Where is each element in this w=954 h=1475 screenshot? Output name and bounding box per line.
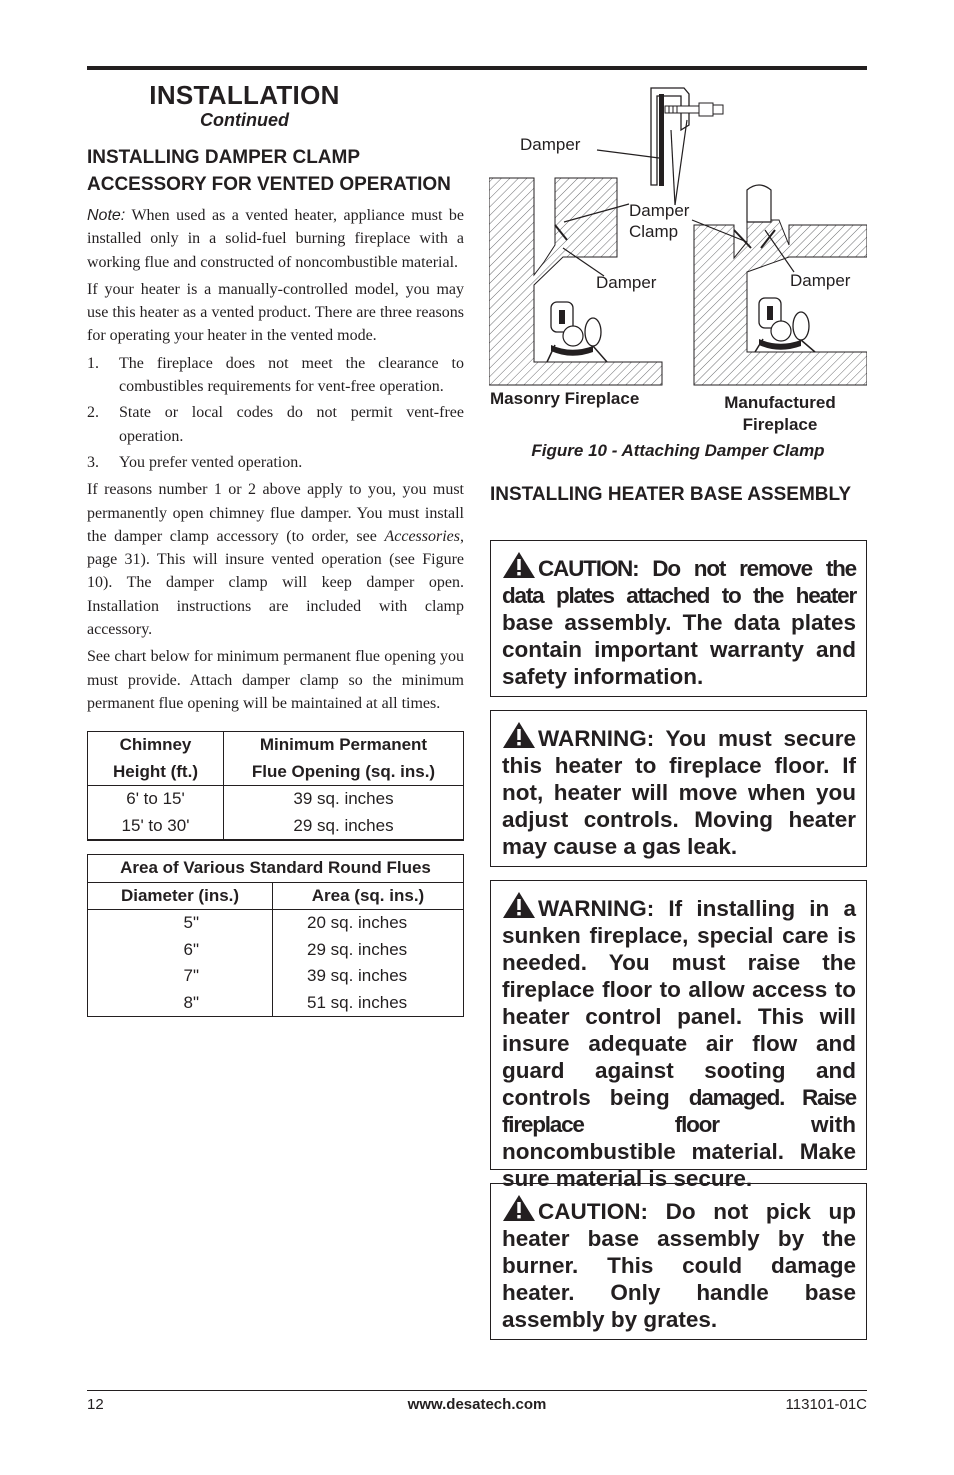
label-manufactured-fireplace	[707, 392, 853, 436]
heater-icon	[547, 302, 607, 362]
list-number: 3.	[87, 453, 99, 471]
caution-text: base assembly. The data plates contain important warranty and safety information.	[502, 610, 856, 689]
table-cell: 51 sq. inches	[307, 992, 408, 1012]
round-flues-table	[87, 854, 464, 1017]
page-number: 12	[87, 1396, 104, 1413]
reasons-list	[87, 352, 464, 474]
top-rule	[87, 66, 867, 70]
accessories-reference: Accessories	[384, 527, 460, 545]
table-cell: 29 sq. inches	[293, 815, 394, 835]
header-line: Height (ft.)	[113, 761, 198, 781]
label-line: Fireplace	[742, 415, 818, 434]
table-header: Diameter (ins.)	[88, 882, 273, 910]
warning-box-sunken-fireplace	[490, 880, 867, 1191]
table-row	[88, 910, 464, 937]
warning-text: WARNING: If installing in a sunken fireplace, special care is needed. You must raise the fireplace floor to allow access to heater control panel. This will insure adequate air flow and guard against sooting and controls being	[502, 896, 856, 1110]
table-cell: 39 sq. inches	[293, 789, 394, 809]
table-cell: 6' to 15'	[88, 786, 224, 813]
website-link[interactable]: www.desatech.com	[407, 1396, 547, 1413]
chart-paragraph: See chart below for minimum permanent flue opening you must provide. Attach damper clamp so the minimum permanent flue opening will be maintained at all times.	[87, 648, 464, 712]
table-row	[88, 937, 464, 964]
flue-opening-table	[87, 731, 464, 841]
warning-box-secure-heater	[490, 710, 867, 867]
damper-clamp-illustration	[489, 80, 867, 440]
table-cell: 5"	[88, 910, 273, 937]
note-paragraph	[87, 204, 464, 274]
table-row	[88, 786, 464, 813]
header-line: Flue Opening (sq. ins.)	[251, 761, 436, 781]
label-line: Manufactured	[724, 393, 836, 412]
warning-triangle-icon	[502, 1194, 536, 1222]
warning-text: WARNING: You must secure this heater to fireplace floor. If not, heater will move when you adjust controls. Moving heater may cause a gas leak.	[502, 726, 856, 859]
table-cell: 29 sq. inches	[307, 939, 408, 959]
label-damper-right: Damper	[790, 271, 851, 290]
document-number: 113101-01C	[785, 1396, 867, 1413]
warning-triangle-icon	[502, 721, 536, 749]
table-cell: 39 sq. inches	[307, 966, 408, 986]
intro-paragraph: If your heater is a manually-controlled model, you may use this heater as a vented product. There are three reasons for operating your heater in the vented mode.	[87, 280, 464, 345]
list-text: State or local codes do not permit vent-free operation.	[119, 404, 464, 445]
table-row	[88, 813, 464, 841]
list-number: 2.	[87, 404, 99, 422]
list-item	[87, 401, 464, 448]
table-cell: 7"	[88, 963, 273, 990]
damper-paragraph-text-end: , page 31). This will insure vented operation (see Figure 10). The damper clamp will keep damper open. Installation instructions are included with clamp accessory.	[87, 527, 464, 639]
list-item	[87, 451, 464, 474]
section-subtitle: Continued	[200, 110, 289, 130]
label-line: Damper	[629, 201, 690, 220]
heater-base-heading: INSTALLING HEATER BASE ASSEMBLY	[490, 484, 852, 505]
list-text: The fireplace does not meet the clearance to combustibles requirements for vent-free operation.	[119, 354, 464, 396]
table-row	[88, 990, 464, 1017]
heater-icon	[755, 298, 815, 352]
bottom-rule	[87, 1390, 867, 1391]
figure-10-damper-clamp	[489, 80, 867, 470]
figure-caption: Figure 10 - Attaching Damper Clamp	[531, 441, 825, 460]
left-column	[87, 80, 464, 1017]
warning-text-end: with noncombustible material. Make sure material is secure.	[502, 1112, 856, 1191]
damper-clamp-heading: INSTALLING DAMPER CLAMP ACCESSORY FOR VENTED OPERATION	[87, 147, 451, 195]
label-damper-left: Damper	[596, 273, 657, 292]
label-masonry-fireplace: Masonry Fireplace	[490, 389, 640, 408]
table-cell: 6"	[88, 937, 273, 964]
table-title-row	[88, 855, 464, 883]
table-header	[224, 732, 464, 786]
label-line: Clamp	[629, 222, 679, 241]
list-text: You prefer vented operation.	[119, 453, 303, 471]
label-damper-top: Damper	[520, 135, 581, 154]
label-damper-clamp	[629, 200, 689, 242]
table-cell: 20 sq. inches	[307, 913, 408, 933]
list-number: 1.	[87, 354, 99, 372]
warning-text-tight: damaged. Raise fireplace floor	[502, 1085, 856, 1137]
table-cell: 15' to 30'	[88, 813, 224, 841]
table-header	[88, 732, 224, 786]
table-row	[88, 963, 464, 990]
damper-paragraph	[87, 478, 464, 641]
table-header: Area (sq. ins.)	[273, 882, 464, 910]
table-header-row	[88, 882, 464, 910]
caution-box-pick-up	[490, 1183, 867, 1340]
header-line: Minimum Permanent	[259, 735, 428, 755]
note-label: Note:	[87, 207, 126, 224]
caution-box-data-plates	[490, 540, 867, 697]
warning-triangle-icon	[502, 891, 536, 919]
table-header-row	[88, 732, 464, 786]
note-text: When used as a vented heater, appliance must be installed only in a solid-fuel burning fireplace with a working flue and constructed of noncombustible material.	[87, 207, 464, 271]
section-title: INSTALLATION	[149, 80, 340, 110]
header-line: Chimney	[119, 735, 192, 755]
table-cell: 8"	[88, 990, 273, 1017]
caution-text: CAUTION: Do not pick up heater base assembly by the burner. This could damage heater. Only handle base assembly by grates.	[502, 1199, 856, 1332]
caution-text-lead: CAUTION: Do not remove the data plates attached to the heater	[502, 556, 856, 608]
damper-paragraph-text: If reasons number 1 or 2 above apply to you, you must permanently open chimney flue damper. You must install the damper clamp accessory (to order, see	[87, 481, 464, 545]
list-item	[87, 352, 464, 399]
warning-triangle-icon	[502, 551, 536, 579]
table-title: Area of Various Standard Round Flues	[88, 855, 464, 883]
